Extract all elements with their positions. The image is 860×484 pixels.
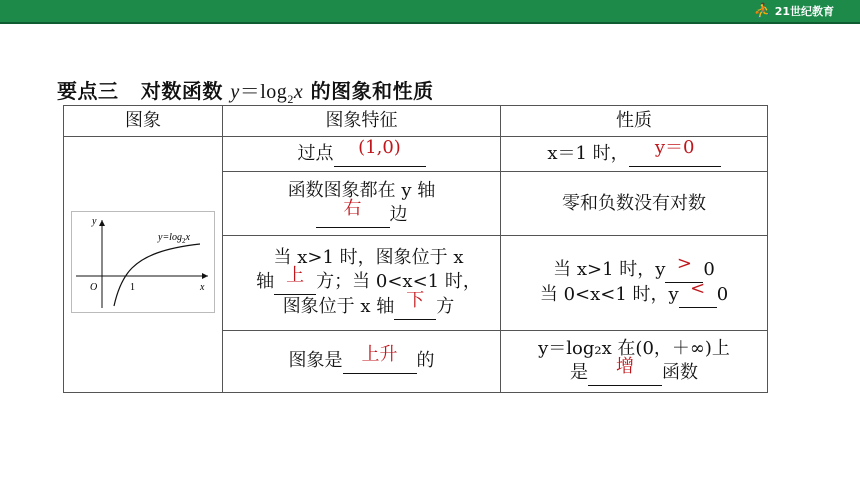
header-graph: 图象 xyxy=(64,106,223,137)
property-3-line2: 当 0<x<1 时，y < 0 xyxy=(501,283,767,308)
graph-label-y: y xyxy=(92,215,97,227)
feature-3-blank-2: 下 xyxy=(394,295,436,320)
feature-3-line2: 轴 上 方；当 0<x<1 时， xyxy=(237,270,500,295)
graph-cell xyxy=(64,137,223,393)
property-1-blank: y＝0 xyxy=(629,142,721,167)
property-4-line2: 是 增 函数 xyxy=(501,361,767,386)
log-graph xyxy=(71,211,215,313)
graph-curve-label: $y=\log_2x$ xyxy=(158,231,190,245)
runner-icon: ⛹ xyxy=(753,3,771,19)
property-3-blank-1: > xyxy=(665,258,703,283)
property-1-text: x＝1 时， xyxy=(547,142,629,164)
feature-cell-3 xyxy=(223,236,501,331)
log-curve xyxy=(114,244,200,306)
feature-cell-1 xyxy=(223,137,501,172)
feature-1-blank: (1,0) xyxy=(334,142,426,167)
section-heading xyxy=(57,75,434,107)
feature-cell-4: 图象是 上升 的 xyxy=(223,331,501,393)
section-formula: $y=\log_2x$ xyxy=(230,81,304,106)
graph-label-origin: O xyxy=(90,281,98,293)
property-cell-2: 零和负数没有对数 xyxy=(501,172,768,236)
property-4-blank: 增 xyxy=(588,361,662,386)
table-row xyxy=(64,137,768,172)
property-3-line1: 当 x>1 时，y > 0 xyxy=(501,258,767,283)
table-header-row xyxy=(64,106,768,137)
properties-table xyxy=(63,105,768,393)
property-4-line1: y＝log₂x 在(0，＋∞)上 xyxy=(538,338,730,359)
brand-logo-text: 21世纪教育 xyxy=(774,5,834,18)
feature-2-blank: 右 xyxy=(316,203,390,228)
feature-2-line2: 右 边 xyxy=(223,203,500,228)
feature-cell-2 xyxy=(223,172,501,236)
graph-label-one: 1 xyxy=(130,281,135,293)
property-cell-3 xyxy=(501,236,768,331)
brand-logo xyxy=(753,1,834,21)
feature-4-blank: 上升 xyxy=(343,349,417,374)
y-axis-arrow-icon xyxy=(99,220,105,226)
header-features: 图象特征 xyxy=(223,106,501,137)
x-axis-arrow-icon xyxy=(202,273,208,279)
property-cell-1 xyxy=(501,137,768,172)
feature-3-blank-1: 上 xyxy=(274,270,316,295)
graph-label-x: x xyxy=(200,281,205,293)
feature-2-line1: 函数图象都在 y 轴 xyxy=(287,180,436,201)
section-prefix: 要点三 xyxy=(57,79,119,103)
top-banner-divider xyxy=(0,22,860,24)
feature-3-line1: 当 x>1 时，图象位于 x xyxy=(273,247,464,268)
feature-3-line3: 图象位于 x 轴 下 方 xyxy=(237,295,500,320)
property-3-blank-2: < xyxy=(679,283,717,308)
section-title: 对数函数 xyxy=(140,79,223,103)
feature-1-text: 过点 xyxy=(297,142,334,164)
header-properties: 性质 xyxy=(501,106,768,137)
log-graph-svg xyxy=(72,212,214,312)
section-title-suffix: 的图象和性质 xyxy=(310,79,434,103)
top-banner xyxy=(0,0,860,22)
property-cell-4 xyxy=(501,331,768,393)
